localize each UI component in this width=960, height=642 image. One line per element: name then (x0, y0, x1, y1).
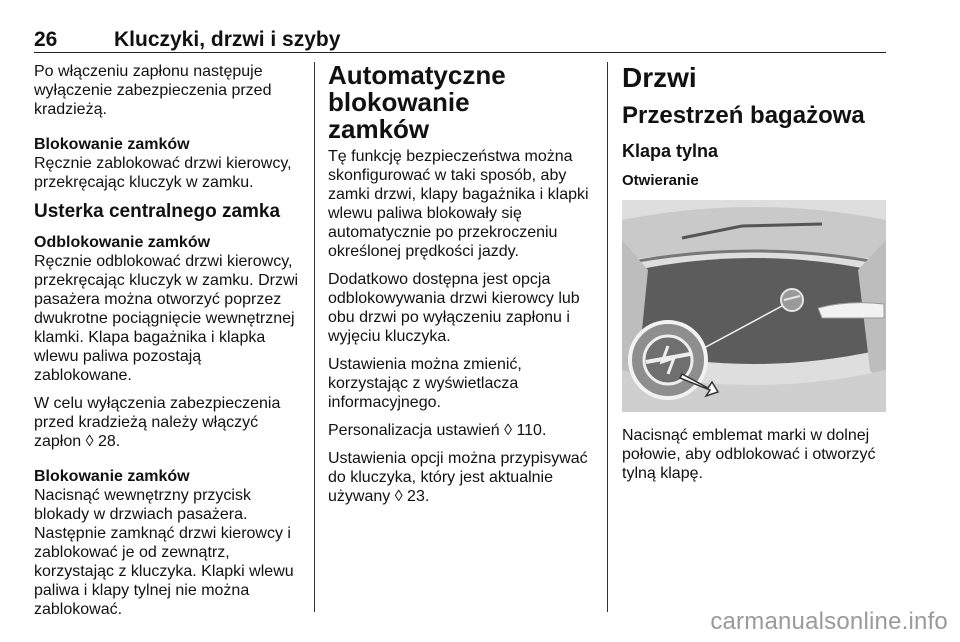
auto-lock-paragraph-5: Ustawienia opcji można przypisywać do kluczyka, który jest aktualnie używany ◊ 23. (328, 450, 588, 505)
unlock-subheading: Odblokowanie zamków (34, 234, 211, 251)
section-heading-tailgate: Klapa tylna (622, 141, 719, 161)
chapter-title: Kluczyki, drzwi i szyby (114, 28, 341, 51)
section-heading-opening: Otwieranie (622, 172, 699, 189)
auto-lock-paragraph-4: Personalizacja ustawień ◊ 110. (328, 422, 547, 439)
watermark: carmanualsonline.info (710, 608, 948, 635)
column-divider (607, 62, 608, 612)
column-right (622, 62, 890, 492)
intro-paragraph: Po włączeniu zapłonu następuje wyłączenie zabezpieczenia przed kradzieżą. (34, 63, 272, 118)
column-divider (314, 62, 315, 612)
tailgate-emblem-illustration (622, 200, 886, 412)
auto-lock-paragraph-1: Tę funkcję bezpieczeństwa można skonfigurować w taki sposób, aby zamki drzwi, klapy bagażnika i klapki wlewu paliwa blokowały się automatycznie po przekroczeniu określonej prędkości jazdy. (328, 148, 589, 260)
tailgate-illustration-icon (622, 200, 886, 412)
section-heading-luggage: Przestrzeń bagażowa (622, 102, 865, 129)
section-heading-doors: Drzwi (622, 62, 697, 93)
column-middle (328, 62, 596, 515)
lock2-paragraph: Nacisnąć wewnętrzny przycisk blokady w drzwiach pasażera. Następnie zamknąć drzwi kierowcy i zablokować je od zewnątrz, korzystając z kluczyka. Klapki wlewu paliwa i klapy tylnej nie można zablokować. (34, 487, 294, 618)
section-heading-central-lock-fault: Usterka centralnego zamka (34, 201, 281, 222)
column-left (34, 62, 302, 628)
auto-lock-paragraph-3: Ustawienia można zmienić, korzystając z wyświetlacza informacyjnego. (328, 356, 522, 411)
section-heading-auto-lock: Automatyczne blokowanie zamków (328, 60, 506, 144)
lock-paragraph: Ręcznie zablokować drzwi kierowcy, przekręcając kluczyk w zamku. (34, 155, 292, 191)
figure-caption: Nacisnąć emblemat marki w dolnej połowie, aby odblokować i otworzyć tylną klapę. (622, 427, 876, 482)
auto-lock-paragraph-2: Dodatkowo dostępna jest opcja odblokowywania drzwi kierowcy lub obu drzwi po wyłączeniu zapłonu i wyjęciu kluczyka. (328, 271, 580, 345)
antitheft-paragraph: W celu wyłączenia zabezpieczenia przed kradzieżą należy włączyć zapłon ◊ 28. (34, 395, 281, 450)
lock2-subheading: Blokowanie zamków (34, 468, 190, 485)
page-header (34, 22, 886, 53)
unlock-paragraph: Ręcznie odblokować drzwi kierowcy, przekręcając kluczyk w zamku. Drzwi pasażera można otworzyć poprzez dwukrotne pociągnięcie wewnętrznej klamki. Klapa bagażnika i klapka wlewu paliwa pozostają zablokowane. (34, 253, 299, 384)
lock-subheading: Blokowanie zamków (34, 136, 190, 153)
page-number: 26 (34, 28, 58, 51)
